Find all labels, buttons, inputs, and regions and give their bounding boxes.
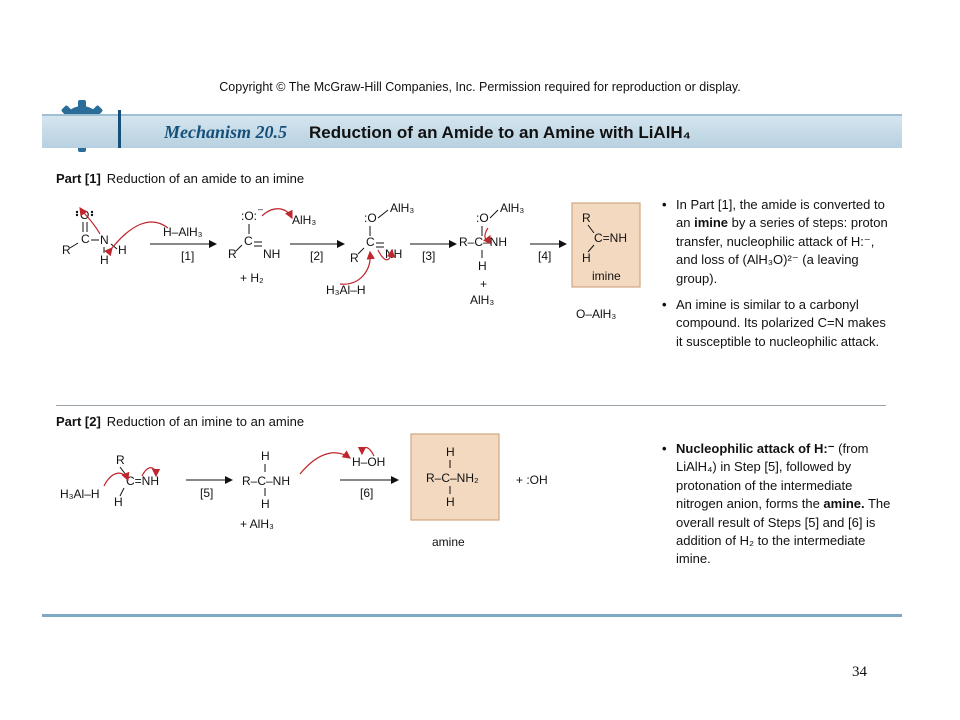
h2-byproduct: + H₂ — [240, 271, 264, 285]
svg-text:–: – — [258, 204, 264, 214]
alh3-byproduct-2: + AlH₃ — [240, 517, 274, 531]
part2-heading-text: Reduction of an imine to an amine — [106, 414, 305, 429]
bullet-icon: • — [662, 197, 667, 212]
svg-text::O:: :O: — [241, 209, 258, 223]
svg-text:H: H — [446, 495, 455, 509]
svg-text:H: H — [118, 243, 127, 257]
svg-text:C=NH: C=NH — [594, 231, 628, 245]
svg-text:C: C — [366, 235, 375, 249]
part2-note-keyword-a: Nucleophilic attack of H:⁻ — [676, 441, 835, 456]
svg-text:H: H — [446, 445, 455, 459]
part1-note-1-text-a: In Part [1], the amide is converted to an — [676, 197, 885, 231]
water-reagent: H–OH — [352, 455, 386, 469]
svg-text:C=NH: C=NH — [126, 474, 160, 488]
svg-text:C: C — [81, 232, 90, 246]
tetrahedral-intermediate — [459, 201, 524, 307]
alh3-d: AlH₃ — [500, 201, 525, 215]
imine-product-box — [572, 203, 640, 287]
section-divider — [56, 405, 886, 406]
bullet-icon: • — [662, 441, 667, 456]
mechanism-number: Mechanism 20.5 — [164, 122, 288, 142]
svg-text:NH: NH — [263, 247, 281, 261]
hydroxide-byproduct: + :OH — [516, 473, 548, 487]
svg-text:R: R — [228, 247, 237, 261]
reagent-hydride-1: H–AlH₃ — [163, 225, 203, 239]
svg-text:R–C–NH₂: R–C–NH₂ — [426, 471, 479, 485]
part1-note-1-text-b: by a series of steps: proton transfer, nucleophilic attack of H:⁻, and loss of (AlH₃O)²⁻ (a leaving group). — [676, 215, 888, 286]
amine-product-box — [411, 434, 499, 520]
step-label-2: [2] — [310, 249, 324, 263]
alh3-b: AlH₃ — [292, 213, 317, 227]
part1-note-1 — [662, 196, 892, 288]
amide-anion-intermediate — [240, 449, 350, 531]
svg-text:H: H — [114, 495, 123, 509]
svg-text:H: H — [261, 497, 270, 511]
svg-text:H: H — [261, 449, 270, 463]
svg-text:R–C–NH: R–C–NH — [459, 235, 508, 249]
svg-text:R: R — [62, 243, 71, 257]
copyright-notice: Copyright © The McGraw-Hill Companies, Inc. Permission required for reproduction or display. — [219, 80, 741, 94]
svg-text:H: H — [478, 259, 487, 273]
alh3-c: AlH₃ — [390, 201, 415, 215]
svg-text:H: H — [582, 251, 591, 265]
svg-text:H: H — [100, 253, 109, 267]
step-label-3: [3] — [422, 249, 436, 263]
aluminate-structure — [326, 201, 414, 297]
bullet-icon: • — [662, 297, 667, 313]
part2-heading-label: Part [2] — [56, 414, 101, 429]
step-label-6: [6] — [360, 486, 374, 500]
part2-heading — [56, 414, 304, 429]
aluminate-byproduct: O–AlH₃ — [576, 307, 617, 321]
svg-text:R: R — [582, 211, 591, 225]
svg-text:R–C–NH: R–C–NH — [242, 474, 291, 488]
svg-text::O: :O — [476, 211, 489, 225]
part1-note-2-text: An imine is similar to a carbonyl compound. Its polarized C=N makes it susceptible to nucleophilic attack. — [676, 297, 886, 349]
step-label-4: [4] — [538, 249, 552, 263]
svg-text:O: O — [80, 208, 90, 222]
part2-note-text-b: The overall result of Steps [5] and [6] is addition of H₂ to the intermediate imine. — [676, 496, 891, 567]
svg-text:N: N — [100, 233, 109, 247]
part1-heading-text: Reduction of an amide to an imine — [106, 171, 305, 186]
h3al-hydride-2: H₃Al–H — [60, 487, 100, 501]
step-label-1: [1] — [181, 249, 195, 263]
svg-text::O: :O — [364, 211, 377, 225]
plus-sign-d: + — [480, 277, 488, 291]
page-number: 34 — [852, 664, 867, 680]
part2-note-text-a: (from LiAlH₄) in Step [5], followed by protonation of the intermediate nitrogen anion, forms the — [676, 441, 869, 512]
svg-text:NH: NH — [385, 247, 403, 261]
h3al-hydride-1: H₃Al–H — [326, 283, 366, 297]
imine-label: imine — [592, 269, 621, 283]
step-label-5: [5] — [200, 486, 214, 500]
amine-label: amine — [432, 535, 465, 549]
part2-note-keyword-b: amine. — [823, 496, 865, 512]
svg-text:R: R — [116, 453, 125, 467]
part1-notes — [662, 196, 892, 359]
mechanism-title: Reduction of an Amide to an Amine with LiAlH₄ — [309, 123, 691, 142]
part2-notes — [662, 440, 892, 577]
part1-heading-label: Part [1] — [56, 171, 101, 186]
part1-note-1-keyword: imine — [694, 215, 729, 231]
part1-note-2 — [662, 296, 892, 351]
svg-text:C: C — [244, 234, 253, 248]
imine-reactant — [60, 453, 159, 509]
part2-note-1 — [662, 440, 892, 569]
svg-text:R: R — [350, 251, 359, 265]
amide-structure — [62, 208, 168, 267]
alh3-byproduct-d: AlH₃ — [470, 293, 495, 307]
footer-rule — [42, 614, 902, 617]
